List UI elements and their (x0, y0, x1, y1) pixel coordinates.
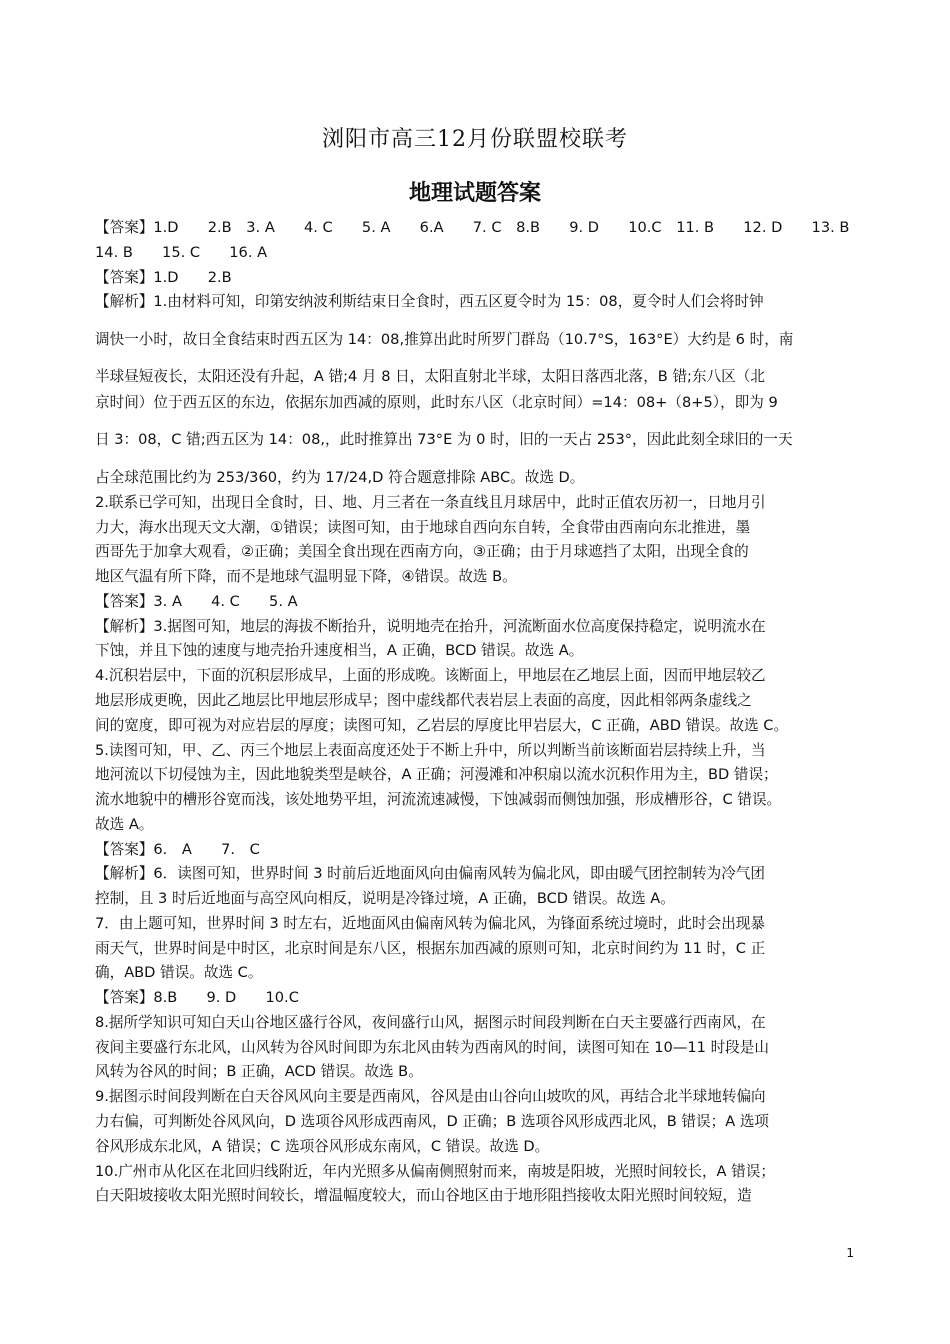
text-line: 9.据图示时间段判断在白天谷风风向主要是西南风，谷风是由山谷向山坡吹的风，再结合北半球地转偏向 (95, 1088, 766, 1105)
text-line: 故选 A。 (95, 816, 154, 833)
text-line: 7．由上题可知，世界时间 3 时左右，近地面风由偏南风转为偏北风，为锋面系统过境时，此时会出现暴 (95, 915, 765, 932)
text-line: 10.广州市从化区在北回归线附近，年内光照多从偏南侧照射而来，南坡是阳坡，光照时间较长，A 错误； (95, 1163, 775, 1180)
text-line: 【答案】3. A 4. C 5. A (95, 593, 298, 610)
text-line: 【解析】6．读图可知，世界时间 3 时前后近地面风向由偏南风转为偏北风，即由暖气团控制转为冷气团 (95, 865, 765, 882)
text-line: 夜间主要盛行东北风，山风转为谷风时间即为东北风由转为西南风的时间，读图可知在 10—11 时段是山 (95, 1039, 769, 1056)
text-line: 【答案】1.D 2.B (95, 269, 232, 286)
text-line: 京时间）位于西五区的东边，依据东加西减的原则，此时东八区（北京时间）=14：08+（8+5），即为 9 (95, 394, 778, 411)
page-number: 1 (846, 1246, 854, 1260)
text-line: 14. B 15. C 16. A (95, 244, 268, 261)
text-line: 风转为谷风的时间；B 正确，ACD 错误。故选 B。 (95, 1063, 423, 1080)
document-title: 浏阳市高三12月份联盟校联考 (322, 127, 628, 152)
text-line: 【答案】1.D 2.B 3. A 4. C 5. A 6.A 7. C 8.B 9. D 10.C 11. B 12. D 13. B (95, 219, 850, 236)
text-line: 西哥先于加拿大观看，②正确；美国全食出现在西南方向，③正确；由于月球遮挡了太阳，出现全食的 (95, 543, 749, 560)
text-line: 日 3：08，C 错;西五区为 14：08,，此时推算出 73°E 为 0 时，旧的一天占 253°，因此此刻全球旧的一天 (95, 431, 793, 448)
text-line: 占全球范围比约为 253/360，约为 17/24,D 符合题意排除 ABC。故选 D。 (95, 469, 585, 486)
text-line: 地层形成更晚，因此乙地层比甲地层形成早；图中虚线都代表岩层上表面的高度，因此相邻两条虚线之 (95, 692, 752, 709)
text-line: 8.据所学知识可知白天山谷地区盛行谷风，夜间盛行山风，据图示时间段判断在白天主要盛行西南风，在 (95, 1014, 766, 1031)
text-line: 调快一小时，故日全食结束时西五区为 14：08,推算出此时所罗门群岛（10.7°S，163°E）大约是 6 时，南 (95, 331, 794, 348)
text-line: 5.读图可知，甲、乙、丙三个地层上表面高度还处于不断上升中，所以判断当前该断面岩层持续上升，当 (95, 742, 766, 759)
text-line: 雨天气，世界时间是中时区，北京时间是东八区，根据东加西减的原则可知，北京时间约为 11 时，C 正 (95, 940, 766, 957)
text-line: 下蚀，并且下蚀的速度与地壳抬升速度相当，A 正确，BCD 错误。故选 A。 (95, 642, 584, 659)
text-line: 【解析】1.由材料可知，印第安纳波利斯结束日全食时，西五区夏令时为 15：08，夏令时人们会将时钟 (95, 293, 764, 310)
text-line: 半球昼短夜长，太阳还没有升起，A 错;4 月 8 日，太阳直射北半球，太阳日落西北落，B 错;东八区（北 (95, 368, 765, 385)
text-line: 【答案】6. A 7. C (95, 841, 260, 858)
document-subtitle: 地理试题答案 (408, 181, 541, 206)
text-line: 2.联系已学可知，出现日全食时，日、地、月三者在一条直线且月球居中，此时正值农历初一，日地月引 (95, 494, 766, 511)
text-line: 力大，海水出现天文大潮，①错误；读图可知，由于地球自西向东自转，全食带由西南向东北推进，墨 (95, 519, 751, 536)
text-line: 地河流以下切侵蚀为主，因此地貌类型是峡谷，A 正确；河漫滩和冲积扇以流水沉积作用为主，BD 错误； (95, 766, 778, 783)
text-line: 确，ABD 错误。故选 C。 (95, 964, 263, 981)
text-line: 流水地貌中的槽形谷宽而浅，该处地势平坦，河流流速减慢，下蚀减弱而侧蚀加强，形成槽形谷，C 错误。 (95, 791, 782, 808)
text-line: 谷风形成东北风，A 错误；C 选项谷风形成东南风，C 错误。故选 D。 (95, 1138, 550, 1155)
text-line: 控制，且 3 时后近地面与高空风向相反，说明是冷锋过境，A 正确，BCD 错误。故选 A。 (95, 890, 675, 907)
text-line: 力右偏，可判断处谷风风向，D 选项谷风形成西南风，D 正确；B 选项谷风形成西北风，B 错误；A 选项 (95, 1113, 770, 1130)
text-line: 【答案】8.B 9. D 10.C (95, 989, 299, 1006)
text-line: 【解析】3.据图可知，地层的海拔不断抬升，说明地壳在抬升，河流断面水位高度保持稳定，说明流水在 (95, 618, 766, 635)
text-line: 白天阳坡接收太阳光照时间较长，增温幅度较大，而山谷地区由于地形阻挡接收太阳光照时间较短，造 (95, 1187, 752, 1204)
text-line: 地区气温有所下降，而不是地球气温明显下降，④错误。故选 B。 (95, 568, 517, 585)
text-line: 4.沉积岩层中，下面的沉积层形成早，上面的形成晚。该断面上，甲地层在乙地层上面，因而甲地层较乙 (95, 667, 766, 684)
text-line: 间的宽度，即可视为对应岩层的厚度；读图可知，乙岩层的厚度比甲岩层大，C 正确，ABD 错误。故选 C。 (95, 717, 789, 734)
